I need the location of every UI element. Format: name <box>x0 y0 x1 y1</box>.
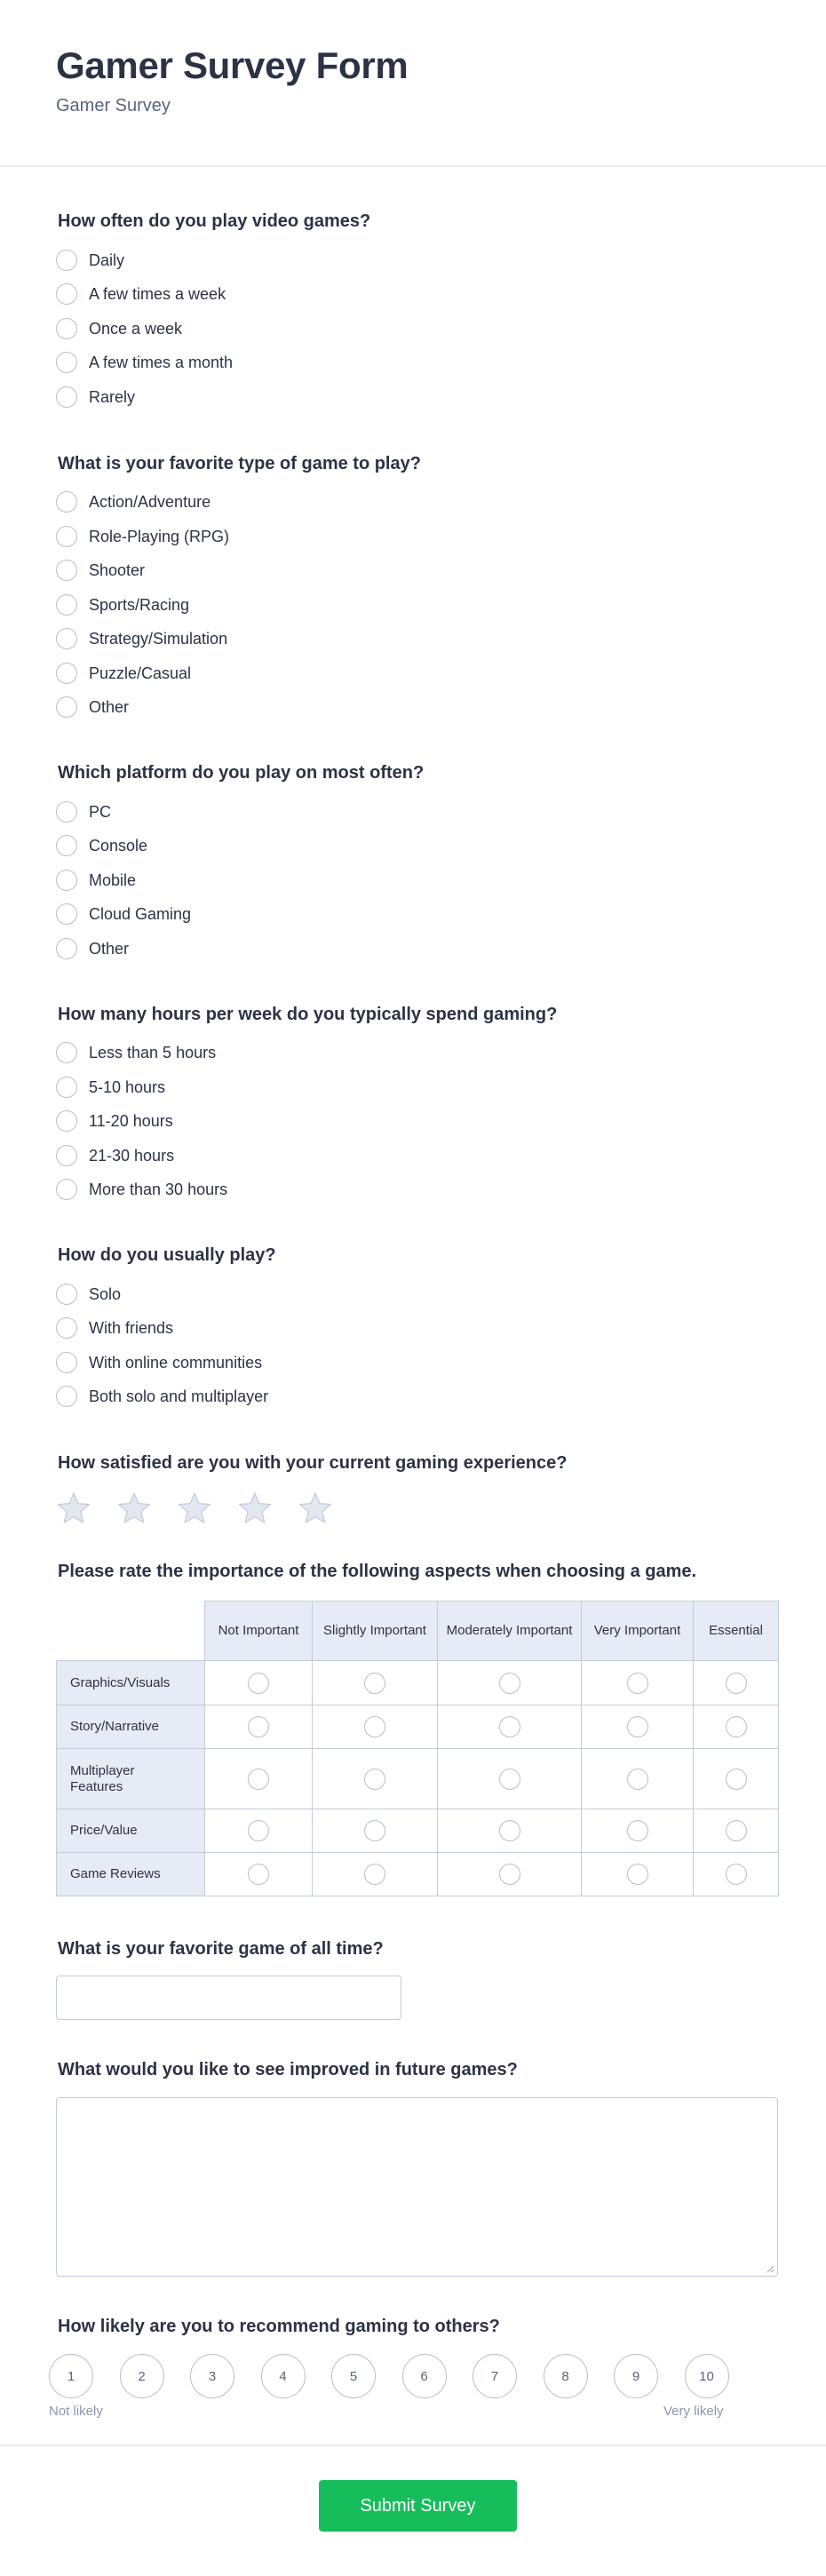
matrix-radio[interactable] <box>726 1716 747 1737</box>
matrix-cell[interactable] <box>438 1705 582 1749</box>
star-icon[interactable] <box>116 1491 152 1526</box>
question-platform: Which platform do you play on most often? <box>58 763 425 783</box>
radio-button[interactable] <box>56 250 77 271</box>
option-5-10-hours[interactable]: 5-10 hours <box>56 1076 165 1099</box>
option-few-times-week[interactable]: A few times a week <box>56 282 226 306</box>
matrix-cell[interactable] <box>694 1853 779 1896</box>
star-icon[interactable] <box>56 1491 91 1526</box>
star-icon[interactable] <box>177 1491 212 1526</box>
option-21-30-hours[interactable]: 21-30 hours <box>56 1144 174 1167</box>
radio-button[interactable] <box>56 594 77 616</box>
radio-button[interactable] <box>56 560 77 581</box>
matrix-column-header: Very Important <box>582 1602 694 1661</box>
matrix-cell[interactable] <box>582 1853 694 1896</box>
matrix-cell[interactable] <box>313 1809 438 1853</box>
option-daily[interactable]: Daily <box>56 249 124 272</box>
matrix-row-label: Multiplayer Features <box>57 1749 205 1809</box>
matrix-cell[interactable] <box>205 1809 313 1853</box>
matrix-column-header: Essential <box>694 1602 779 1661</box>
favorite-game-input[interactable] <box>56 1976 401 2020</box>
matrix-cell[interactable] <box>582 1809 694 1853</box>
matrix-radio[interactable] <box>499 1716 520 1737</box>
matrix-cell[interactable] <box>694 1661 779 1705</box>
radio-button[interactable] <box>56 1284 77 1305</box>
scale-option-8[interactable]: 8 <box>544 2354 588 2398</box>
matrix-radio[interactable] <box>364 1820 385 1841</box>
matrix-cell[interactable] <box>205 1749 313 1809</box>
scale-option-10[interactable]: 10 <box>685 2354 729 2398</box>
matrix-cell[interactable] <box>582 1661 694 1705</box>
radio-button[interactable] <box>56 1077 77 1098</box>
star-icon[interactable] <box>237 1491 273 1526</box>
star-icon[interactable] <box>298 1491 333 1526</box>
matrix-radio[interactable] <box>726 1864 747 1885</box>
matrix-radio[interactable] <box>726 1769 747 1790</box>
question-genre: What is your favorite type of game to play? <box>58 454 421 473</box>
matrix-radio[interactable] <box>499 1673 520 1694</box>
matrix-radio[interactable] <box>364 1673 385 1694</box>
matrix-radio[interactable] <box>499 1864 520 1885</box>
option-platform-other[interactable]: Other <box>56 937 129 960</box>
option-few-times-month[interactable]: A few times a month <box>56 351 233 374</box>
matrix-row-label: Price/Value <box>57 1809 205 1853</box>
matrix-cell[interactable] <box>694 1749 779 1809</box>
matrix-cell[interactable] <box>438 1809 582 1853</box>
option-cloud-gaming[interactable]: Cloud Gaming <box>56 902 191 926</box>
question-frequency: How often do you play video games? <box>58 211 371 231</box>
matrix-cell[interactable] <box>313 1661 438 1705</box>
matrix-row-label: Graphics/Visuals <box>57 1661 205 1705</box>
scale-option-5[interactable]: 5 <box>331 2354 376 2398</box>
matrix-radio[interactable] <box>499 1820 520 1841</box>
submit-button[interactable]: Submit Survey <box>319 2480 517 2532</box>
question-importance: Please rate the importance of the following aspects when choosing a game. <box>58 1562 697 1581</box>
radio-button[interactable] <box>56 1042 77 1063</box>
option-puzzle-casual[interactable]: Puzzle/Casual <box>56 662 191 685</box>
radio-button[interactable] <box>56 1145 77 1166</box>
option-less-5-hours[interactable]: Less than 5 hours <box>56 1041 216 1064</box>
matrix-cell[interactable] <box>205 1705 313 1749</box>
resize-handle-icon[interactable] <box>766 2264 774 2273</box>
radio-button[interactable] <box>56 526 77 547</box>
matrix-corner <box>57 1602 205 1661</box>
form-header <box>0 0 826 167</box>
radio-button[interactable] <box>56 628 77 649</box>
radio-button[interactable] <box>56 1386 77 1407</box>
matrix-radio[interactable] <box>499 1769 520 1790</box>
matrix-cell[interactable] <box>694 1809 779 1853</box>
option-strategy-simulation[interactable]: Strategy/Simulation <box>56 627 227 650</box>
radio-button[interactable] <box>56 870 77 891</box>
scale-option-4[interactable]: 4 <box>261 2354 306 2398</box>
form-title: Gamer Survey Form <box>56 44 409 86</box>
option-action-adventure[interactable]: Action/Adventure <box>56 490 210 513</box>
scale-option-3[interactable]: 3 <box>190 2354 234 2398</box>
option-solo-and-multiplayer[interactable]: Both solo and multiplayer <box>56 1385 268 1408</box>
matrix-cell[interactable] <box>313 1853 438 1896</box>
matrix-radio[interactable] <box>627 1820 648 1841</box>
radio-button[interactable] <box>56 903 77 925</box>
option-sports-racing[interactable]: Sports/Racing <box>56 593 189 616</box>
radio-button[interactable] <box>56 386 77 408</box>
scale-option-1[interactable]: 1 <box>49 2354 93 2398</box>
option-rpg[interactable]: Role-Playing (RPG) <box>56 525 229 548</box>
matrix-radio[interactable] <box>248 1716 269 1737</box>
question-hours: How many hours per week do you typically spend gaming? <box>58 1005 558 1024</box>
matrix-radio[interactable] <box>248 1864 269 1885</box>
question-satisfaction: How satisfied are you with your current gaming experience? <box>58 1453 568 1473</box>
option-once-week[interactable]: Once a week <box>56 317 182 340</box>
matrix-radio[interactable] <box>627 1716 648 1737</box>
star-rating <box>56 1491 358 1526</box>
scale-option-2[interactable]: 2 <box>120 2354 164 2398</box>
radio-button[interactable] <box>56 663 77 684</box>
scale-low-label: Not likely <box>49 2404 103 2419</box>
radio-button[interactable] <box>56 801 77 823</box>
matrix-column-header: Not Important <box>205 1602 313 1661</box>
option-console[interactable]: Console <box>56 834 147 857</box>
matrix-cell[interactable] <box>438 1749 582 1809</box>
matrix-radio[interactable] <box>248 1673 269 1694</box>
option-online-communities[interactable]: With online communities <box>56 1351 262 1374</box>
radio-button[interactable] <box>56 1317 77 1339</box>
improvements-textarea[interactable] <box>56 2097 778 2277</box>
matrix-cell[interactable] <box>205 1853 313 1896</box>
question-recommend: How likely are you to recommend gaming to others? <box>58 2317 500 2336</box>
radio-button[interactable] <box>56 318 77 339</box>
matrix-cell[interactable] <box>205 1661 313 1705</box>
option-pc[interactable]: PC <box>56 800 111 823</box>
matrix-radio[interactable] <box>364 1769 385 1790</box>
matrix-cell[interactable] <box>313 1705 438 1749</box>
importance-matrix <box>56 1601 779 1896</box>
option-shooter[interactable]: Shooter <box>56 559 145 582</box>
matrix-row-label: Game Reviews <box>57 1853 205 1896</box>
matrix-radio[interactable] <box>627 1864 648 1885</box>
scale-option-7[interactable]: 7 <box>473 2354 517 2398</box>
matrix-column-header: Moderately Important <box>438 1602 582 1661</box>
option-with-friends[interactable]: With friends <box>56 1316 173 1340</box>
matrix-radio[interactable] <box>726 1820 747 1841</box>
option-more-30-hours[interactable]: More than 30 hours <box>56 1178 227 1201</box>
radio-button[interactable] <box>56 1352 77 1373</box>
matrix-radio[interactable] <box>726 1673 747 1694</box>
radio-button[interactable] <box>56 1179 77 1200</box>
matrix-cell[interactable] <box>313 1749 438 1809</box>
form-subtitle: Gamer Survey <box>56 96 171 115</box>
question-favorite-game: What is your favorite game of all time? <box>58 1939 384 1959</box>
radio-button[interactable] <box>56 283 77 305</box>
radio-button[interactable] <box>56 938 77 959</box>
recommend-scale <box>49 2354 755 2398</box>
radio-button[interactable] <box>56 491 77 513</box>
matrix-column-header: Slightly Important <box>313 1602 438 1661</box>
scale-option-9[interactable]: 9 <box>614 2354 658 2398</box>
radio-button[interactable] <box>56 1110 77 1132</box>
question-mode: How do you usually play? <box>58 1245 276 1265</box>
question-improvements: What would you like to see improved in future games? <box>58 2060 518 2079</box>
matrix-cell[interactable] <box>694 1705 779 1749</box>
matrix-radio[interactable] <box>627 1673 648 1694</box>
matrix-cell[interactable] <box>438 1661 582 1705</box>
option-11-20-hours[interactable]: 11-20 hours <box>56 1109 173 1133</box>
radio-button[interactable] <box>56 352 77 373</box>
matrix-radio[interactable] <box>248 1820 269 1841</box>
matrix-cell[interactable] <box>438 1853 582 1896</box>
option-solo[interactable]: Solo <box>56 1283 121 1306</box>
matrix-radio[interactable] <box>248 1769 269 1790</box>
option-rarely[interactable]: Rarely <box>56 386 135 409</box>
radio-button[interactable] <box>56 696 77 718</box>
radio-button[interactable] <box>56 835 77 856</box>
matrix-cell[interactable] <box>582 1749 694 1809</box>
matrix-radio[interactable] <box>364 1864 385 1885</box>
matrix-row-label: Story/Narrative <box>57 1705 205 1749</box>
matrix-radio[interactable] <box>364 1716 385 1737</box>
option-mobile[interactable]: Mobile <box>56 869 136 892</box>
option-genre-other[interactable]: Other <box>56 696 129 719</box>
scale-option-6[interactable]: 6 <box>402 2354 447 2398</box>
scale-high-label: Very likely <box>663 2404 724 2419</box>
matrix-cell[interactable] <box>582 1705 694 1749</box>
matrix-radio[interactable] <box>627 1769 648 1790</box>
